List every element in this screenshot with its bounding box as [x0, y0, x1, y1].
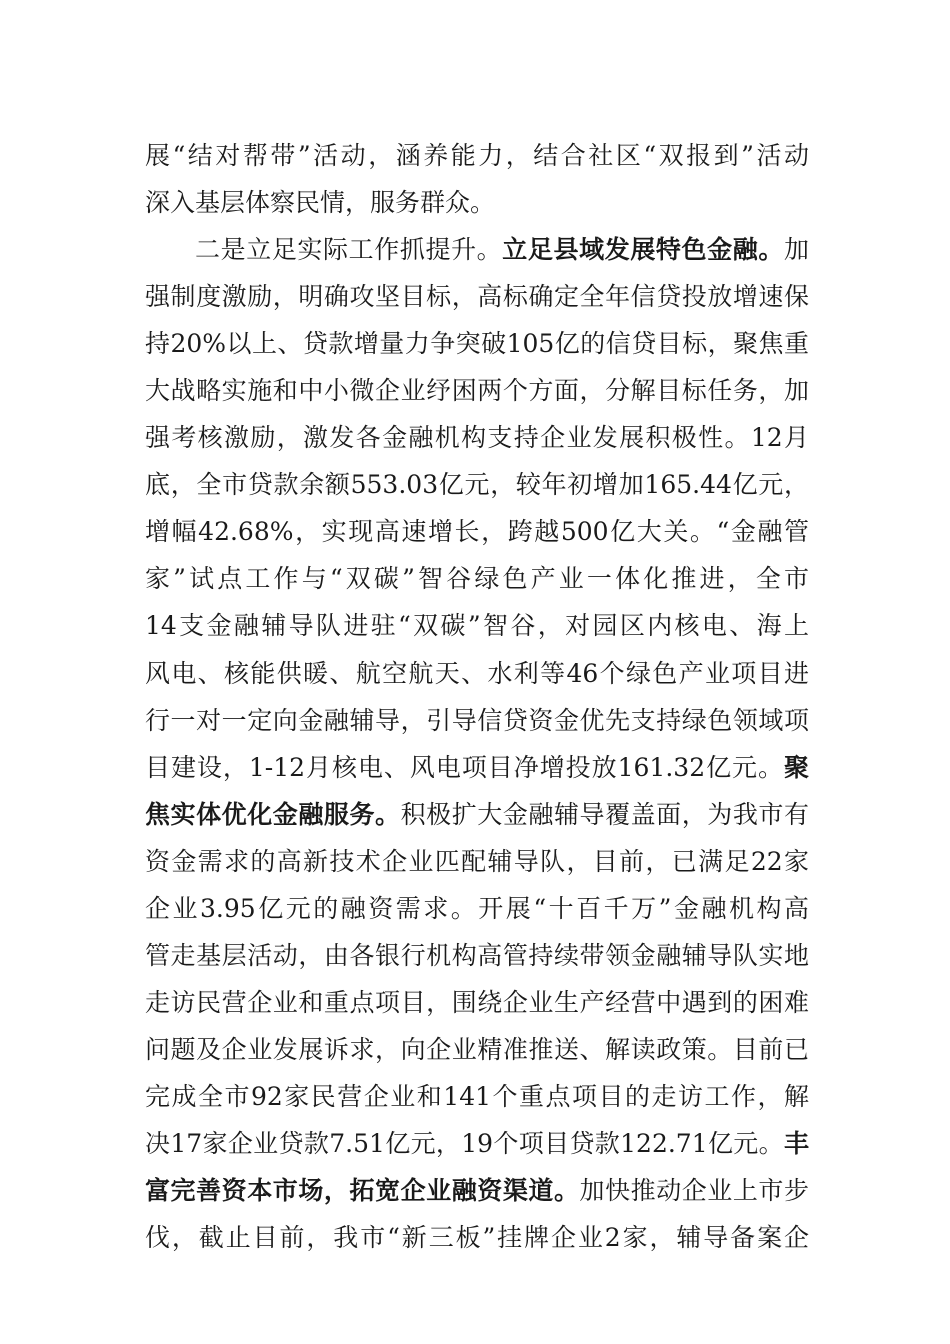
bold-heading-text: 焦实体优化金融服务。 — [145, 799, 401, 829]
text-line — [145, 744, 809, 791]
text-line — [145, 885, 809, 932]
body-text — [145, 132, 809, 1261]
text-line — [145, 791, 809, 838]
bold-heading-text: 富完善资本市场，拓宽企业融资渠道。 — [145, 1176, 580, 1206]
body-text-segment: 加 — [783, 235, 809, 265]
text-line — [145, 461, 809, 508]
body-text-segment: 问题及企业发展诉求，向企业精准推送、解读政策。目前已 — [145, 1034, 809, 1064]
text-line — [145, 1214, 809, 1261]
body-text-segment: 完成全市92家民营企业和141个重点项目的走访工作，解 — [145, 1081, 809, 1111]
body-text-segment: 伐，截止目前，我市“新三板”挂牌企业2家，辅导备案企 — [145, 1223, 809, 1253]
text-line — [145, 1167, 809, 1214]
body-text-segment: 大战略实施和中小微企业纾困两个方面，分解目标任务，加 — [145, 376, 809, 406]
text-line — [145, 932, 809, 979]
body-text-segment: 增幅42.68%，实现高速增长，跨越500亿大关。“金融管 — [145, 517, 809, 547]
bold-heading-text: 丰 — [783, 1128, 809, 1158]
body-text-segment: 强考核激励，激发各金融机构支持企业发展积极性。12月 — [145, 423, 809, 453]
text-line — [145, 320, 809, 367]
body-text-segment: 管走基层活动，由各银行机构高管持续带领金融辅导队实地 — [145, 940, 809, 970]
body-text-segment: 行一对一定向金融辅导，引导信贷资金优先支持绿色领域项 — [145, 705, 809, 735]
body-text-segment: 二是立足实际工作抓提升。 — [195, 235, 503, 265]
body-text-segment: 风电、核能供暖、航空航天、水利等46个绿色产业项目进 — [145, 658, 809, 688]
body-text-segment: 走访民营企业和重点项目，围绕企业生产经营中遇到的困难 — [145, 987, 809, 1017]
text-line — [145, 697, 809, 744]
body-text-segment: 14支金融辅导队进驻“双碳”智谷，对园区内核电、海上 — [145, 611, 809, 641]
body-text-segment: 资金需求的高新技术企业匹配辅导队，目前，已满足22家 — [145, 846, 809, 876]
text-line — [145, 367, 809, 414]
text-line — [145, 273, 809, 320]
text-line — [145, 979, 809, 1026]
body-text-segment: 底，全市贷款余额553.03亿元，较年初增加165.44亿元， — [145, 470, 809, 500]
body-text-segment: 家”试点工作与“双碳”智谷绿色产业一体化推进，全市 — [145, 564, 809, 594]
body-text-segment: 积极扩大金融辅导覆盖面，为我市有 — [400, 799, 809, 829]
body-text-segment: 加快推动企业上市步 — [579, 1176, 809, 1206]
text-line — [145, 132, 809, 179]
bold-heading-text: 聚 — [783, 752, 809, 782]
body-text-segment: 目建设，1-12月核电、风电项目净增投放161.32亿元。 — [145, 752, 784, 782]
text-line — [145, 1026, 809, 1073]
text-line — [145, 1073, 809, 1120]
text-line — [145, 508, 809, 555]
body-text-segment: 展“结对帮带”活动，涵养能力，结合社区“双报到”活动 — [145, 141, 809, 170]
text-line — [145, 650, 809, 697]
text-line — [145, 1120, 809, 1167]
text-line — [145, 226, 809, 273]
body-text-segment: 强制度激励，明确攻坚目标，高标确定全年信贷投放增速保 — [145, 282, 809, 312]
body-text-segment: 深入基层体察民情，服务群众。 — [145, 188, 496, 218]
body-text-segment: 持20%以上、贷款增量力争突破105亿的信贷目标，聚焦重 — [145, 329, 809, 359]
text-line — [145, 555, 809, 602]
body-text-segment: 决17家企业贷款7.51亿元，19个项目贷款122.71亿元。 — [145, 1128, 784, 1158]
text-line — [145, 414, 809, 461]
body-text-segment: 企业3.95亿元的融资需求。开展“十百千万”金融机构高 — [145, 893, 809, 923]
text-line — [145, 838, 809, 885]
text-line — [145, 179, 809, 226]
text-line — [145, 602, 809, 649]
bold-heading-text: 立足县域发展特色金融。 — [502, 235, 784, 265]
